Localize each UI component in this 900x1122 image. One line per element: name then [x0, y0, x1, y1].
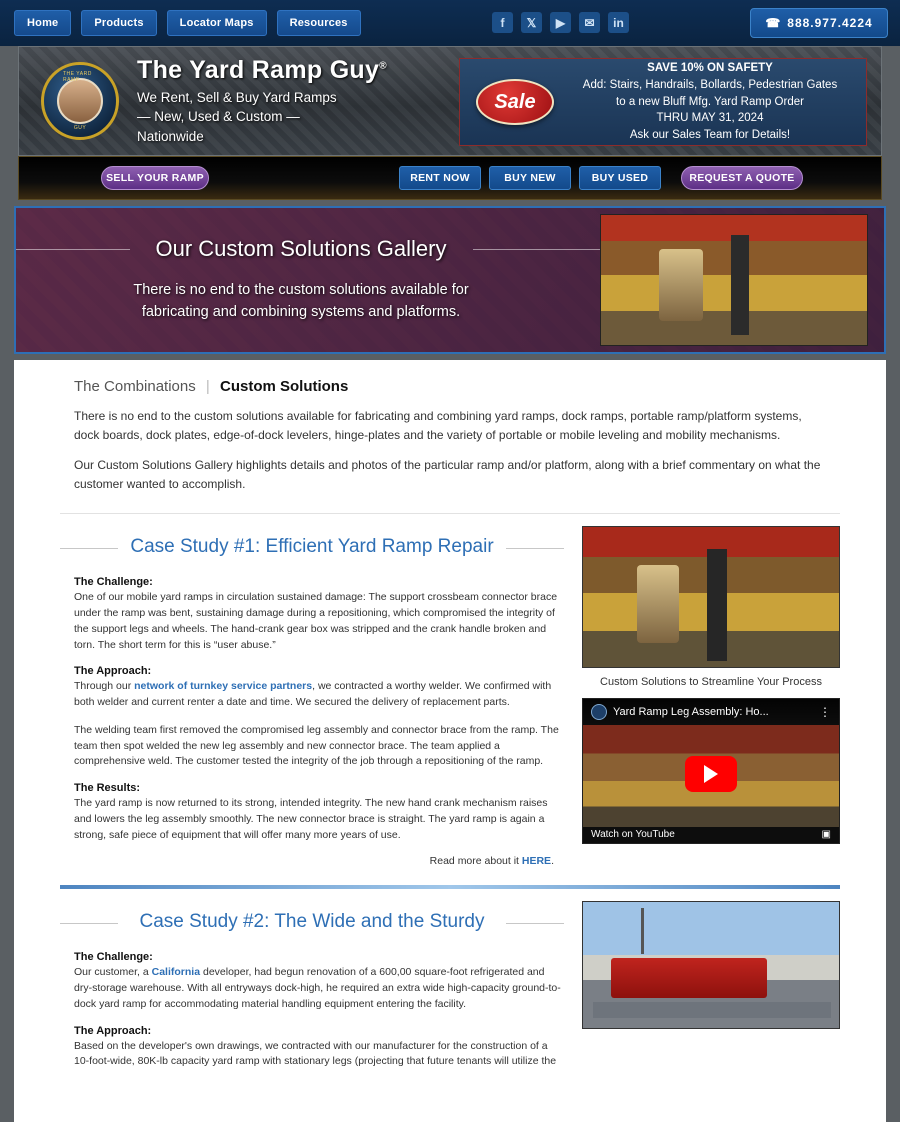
case-divider: [60, 885, 840, 889]
case-study-2-media: [582, 901, 840, 1082]
case1-approach: [60, 665, 564, 711]
subtitle-line-2: — New, Used & Custom —: [137, 109, 300, 125]
read-more-link[interactable]: HERE: [521, 855, 552, 868]
case-study-1-media: [582, 526, 840, 867]
facebook-icon[interactable]: f: [492, 12, 513, 33]
breadcrumb-parent[interactable]: The Combinations: [74, 378, 196, 395]
sale-line-4: THRU MAY 31, 2024: [656, 112, 764, 125]
header-text: [137, 56, 387, 147]
breadcrumb: [14, 378, 886, 395]
action-mid-group: [399, 166, 661, 190]
case1-challenge-text: One of our mobile yard ramps in circulation sustained damage: The support crossbeam connector brace under the ramp was bent, sustaining damage during a repositioning, which compromised the integrity of the support legs and wheels. The hand-crank gear box was stripped and the crank handle broken and torn. The short term for this is “user abuse.”: [74, 591, 558, 651]
nav-products[interactable]: Products: [81, 10, 156, 36]
case-study-1: [14, 514, 886, 867]
site-title-text: The Yard Ramp Guy: [137, 55, 380, 84]
sale-text: [554, 60, 866, 143]
sale-badge-icon: Sale: [476, 79, 554, 125]
content-bottom-spacer: [14, 1082, 886, 1122]
light-pole-shape: [641, 908, 644, 954]
site-title: [137, 56, 387, 85]
phone-number: 888.977.4224: [787, 16, 873, 30]
hero-banner: [14, 206, 886, 354]
case1-challenge: [60, 576, 564, 653]
case2-approach-text: Based on the developer's own drawings, we contracted with our manufacturer for the construction of a 10-foot-wide, 80K-lb capacity yard ramp with stationary legs (projecting that future tenants will utilize the: [74, 1039, 557, 1068]
phone-button[interactable]: [750, 8, 888, 38]
sale-line-2: Add: Stairs, Handrails, Bollards, Pedestrian Gates: [582, 78, 838, 91]
case2-challenge-pre: Our customer, a: [74, 966, 152, 979]
youtube-icon[interactable]: ▶: [550, 12, 571, 33]
sale-promo-box[interactable]: [459, 58, 867, 146]
case-study-2: [14, 889, 886, 1082]
hero-title: Our Custom Solutions Gallery: [130, 236, 473, 262]
case-study-1-title: Case Study #1: Efficient Yard Ramp Repair: [60, 536, 564, 558]
hero-text: [16, 236, 600, 324]
logo-top-text: THE YARD RAMP: [63, 71, 92, 83]
case1-approach-post: , we contracted a worthy welder. We confirmed with both welder and current renter a date and time. We secured the delivery of replacement parts.: [74, 680, 552, 709]
email-icon[interactable]: ✉: [579, 12, 600, 33]
intro-paragraph-2: Our Custom Solutions Gallery highlights details and photos of the particular ramp and/or platform, along with a brief commentary on what the customer wanted to accomplish.: [74, 458, 821, 491]
case-study-1-body: [60, 526, 564, 867]
rent-now-button[interactable]: RENT NOW: [399, 166, 481, 190]
case1-video-player[interactable]: [582, 698, 840, 844]
main-content: [14, 360, 886, 1122]
case1-approach-label: The Approach:: [74, 665, 152, 678]
watch-on-youtube[interactable]: Watch on YouTube: [591, 828, 675, 840]
registered-mark: ®: [379, 60, 387, 72]
sale-line-5: Ask our Sales Team for Details!: [629, 129, 791, 141]
logo[interactable]: [41, 62, 119, 140]
site-header-band: [18, 46, 882, 156]
video-fullscreen-icon[interactable]: ▣: [821, 828, 831, 840]
action-button-bar: [18, 156, 882, 200]
play-button-icon[interactable]: [685, 756, 737, 792]
case1-read-more: [60, 855, 554, 867]
site-subtitle: [137, 88, 387, 147]
turnkey-partners-link[interactable]: network of turnkey service partners: [134, 680, 313, 693]
case1-results-text: The yard ramp is now returned to its strong, intended integrity. The new hand crank mechanism raises and lowers the leg assembly smoothly. The new connector brace is straight. The yard ramp is again a strong, safe piece of equipment that will offer many more years of use.: [74, 797, 548, 841]
read-more-period: .: [551, 855, 554, 868]
nav-locator-maps[interactable]: Locator Maps: [167, 10, 267, 36]
case2-photo: [582, 901, 840, 1029]
sale-line-1: SAVE 10% ON SAFETY: [647, 62, 773, 75]
logo-ring-text: [46, 67, 114, 135]
case-study-2-title: Case Study #2: The Wide and the Sturdy: [60, 911, 564, 933]
california-link[interactable]: California: [151, 966, 201, 979]
request-a-quote-button[interactable]: REQUEST A QUOTE: [681, 166, 803, 190]
case1-results-label: The Results:: [74, 782, 141, 795]
twitter-x-icon[interactable]: 𝕏: [521, 12, 542, 33]
primary-nav: [14, 10, 361, 36]
video-header: [583, 699, 839, 725]
sale-line-3: to a new Bluff Mfg. Yard Ramp Order: [616, 95, 804, 108]
video-footer: [583, 825, 839, 843]
hero-subtitle-line-2: fabricating and combining systems and platforms.: [141, 304, 461, 320]
buy-used-button[interactable]: BUY USED: [579, 166, 661, 190]
buy-new-button[interactable]: BUY NEW: [489, 166, 571, 190]
case2-challenge-text: [74, 965, 564, 1012]
breadcrumb-current: Custom Solutions: [219, 378, 349, 395]
case2-approach: [60, 1025, 564, 1071]
intro-paragraph-1: There is no end to the custom solutions available for fabricating and combining yard ramps, dock ramps, portable ramp/platform systems, dock boards, dock plates, edge-of-dock levelers, hinge-plates and the variety of portable or mobile leveling and mobility mechanisms.: [74, 409, 802, 442]
hero-image: [600, 214, 868, 346]
case1-photo: [582, 526, 840, 668]
case1-approach-paragraph-2: The welding team first removed the compromised leg assembly and connector brace from the ramp. The team then spot welded the new leg assembly and new connector brace. The team applied a comprehensive weld. The customer tested the integrity of the job through a repositioning of the ramp.: [74, 723, 559, 768]
logo-bottom-text: GUY: [73, 125, 87, 131]
case-study-2-body: [60, 901, 564, 1082]
case1-results: [60, 782, 564, 843]
case2-challenge: [60, 951, 564, 1012]
top-navigation-bar: [0, 0, 900, 46]
case2-challenge-label: The Challenge:: [74, 951, 153, 964]
subtitle-line-1: We Rent, Sell & Buy Yard Ramps: [137, 89, 337, 105]
case1-challenge-label: The Challenge:: [74, 576, 153, 589]
read-more-text: Read more about it: [429, 855, 522, 868]
case2-approach-label: The Approach:: [74, 1024, 152, 1037]
yard-ramp-shape: [593, 1002, 831, 1018]
video-title: Yard Ramp Leg Assembly: Ho...: [613, 706, 769, 719]
phone-icon: ☎: [765, 16, 782, 30]
case2-challenge-post: developer, had begun renovation of a 600,00 square-foot refrigerated and dry-storage warehouse. With all entryways dock-high, he required an extra wide high-capacity ground-to-dock yard ramp for accommodating material handling equipment entering the facility.: [74, 966, 561, 1010]
social-links: [492, 12, 629, 33]
fire-truck-shape: [611, 958, 767, 998]
linkedin-icon[interactable]: in: [608, 12, 629, 33]
nav-home[interactable]: Home: [14, 10, 71, 36]
case1-approach-2: [60, 723, 564, 770]
breadcrumb-separator: |: [205, 378, 210, 395]
video-menu-icon[interactable]: ⋮: [819, 705, 831, 720]
nav-resources[interactable]: Resources: [277, 10, 361, 36]
sell-your-ramp-button[interactable]: SELL YOUR RAMP: [101, 166, 209, 190]
hero-subtitle: [16, 280, 586, 324]
case1-approach-pre: Through our: [74, 680, 135, 693]
subtitle-line-3: Nationwide: [137, 128, 204, 144]
case1-photo-caption: Custom Solutions to Streamline Your Process: [600, 676, 822, 689]
case1-approach-text: [74, 679, 564, 711]
hero-subtitle-line-1: There is no end to the custom solutions available for: [133, 282, 469, 299]
channel-avatar-icon: [591, 704, 607, 720]
